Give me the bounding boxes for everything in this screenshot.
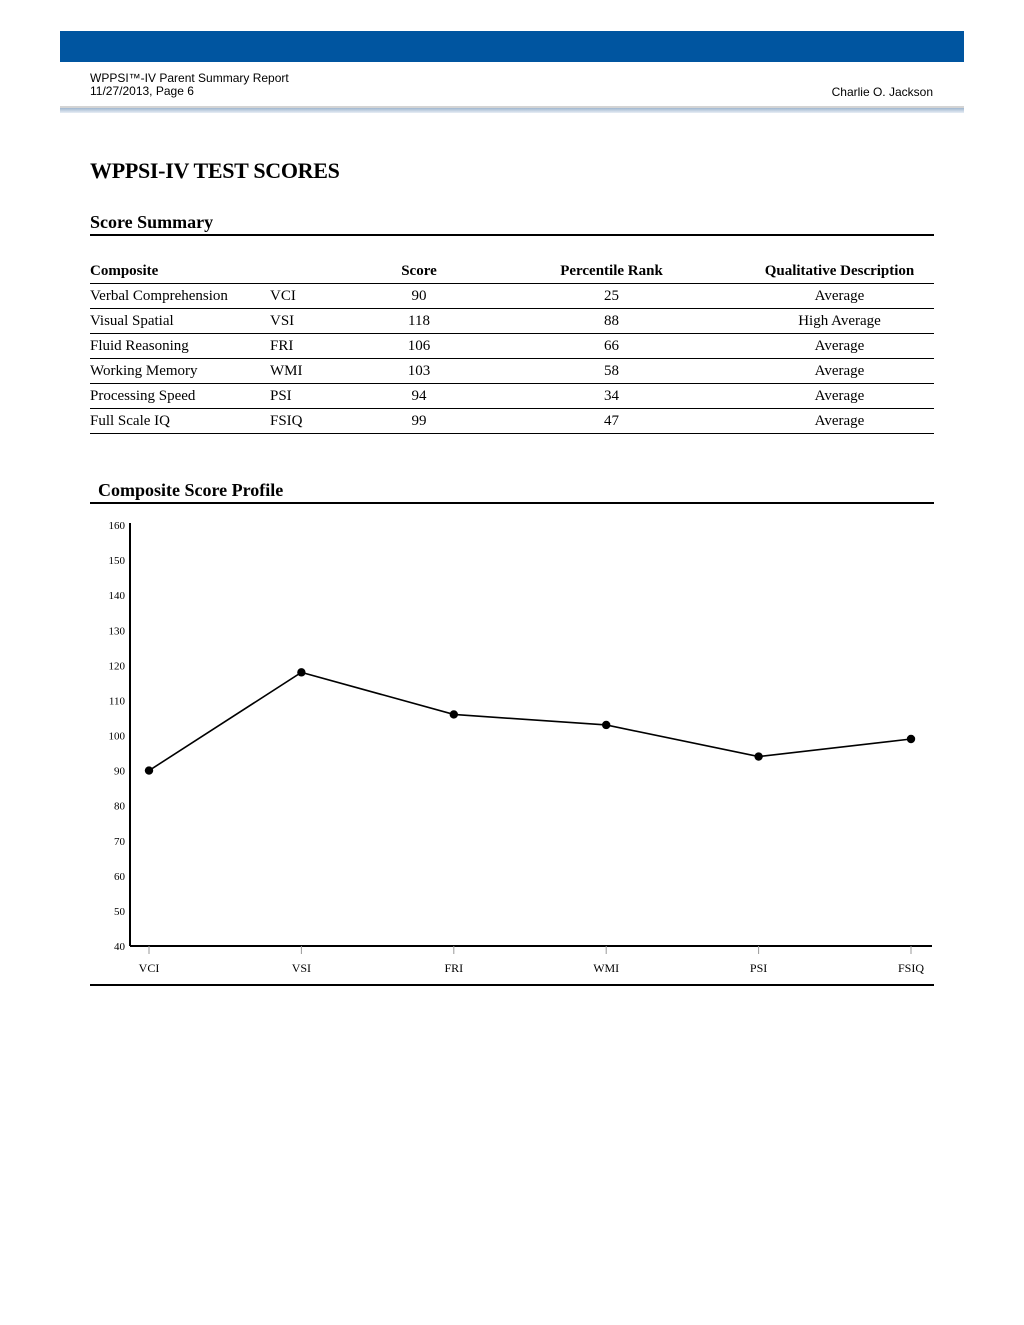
x-tick-label: WMI	[593, 961, 620, 975]
qualitative-description: Average	[745, 334, 934, 359]
header-bar	[60, 31, 964, 62]
col-header-score: Score	[360, 259, 478, 284]
chart-bottom-rule	[90, 984, 934, 986]
qualitative-description: Average	[745, 284, 934, 309]
y-tick-label: 80	[114, 800, 125, 813]
composite-abbr: PSI	[270, 384, 360, 409]
x-tick-label: VSI	[291, 961, 312, 975]
percentile-rank: 58	[478, 359, 745, 384]
data-point	[754, 752, 762, 760]
y-tick-label: 110	[108, 695, 125, 708]
composite-name: Working Memory	[90, 359, 270, 384]
y-tick-label: 60	[114, 870, 125, 883]
composite-name: Fluid Reasoning	[90, 334, 270, 359]
qualitative-description: Average	[745, 384, 934, 409]
composite-score: 99	[360, 409, 478, 434]
y-tick-label: 160	[108, 520, 125, 532]
profile-title: Composite Score Profile	[98, 480, 284, 500]
y-tick-label: 90	[114, 765, 125, 778]
data-point	[907, 735, 915, 743]
page-title: WPPSI-IV TEST SCORES	[90, 158, 340, 183]
col-header-abbr	[270, 259, 360, 284]
percentile-rank: 88	[478, 309, 745, 334]
data-point	[602, 721, 610, 729]
qualitative-description: Average	[745, 409, 934, 434]
composite-name: Visual Spatial	[90, 309, 270, 334]
data-point	[297, 668, 305, 676]
composite-name: Processing Speed	[90, 384, 270, 409]
composite-score: 103	[360, 359, 478, 384]
series-line	[149, 672, 911, 770]
report-title: WPPSI™-IV Parent Summary Report	[90, 71, 289, 85]
score-summary-table	[90, 259, 934, 434]
y-tick-label: 140	[108, 590, 125, 603]
y-tick-label: 150	[108, 555, 125, 568]
header-shadow	[60, 108, 964, 113]
composite-name: Full Scale IQ	[90, 409, 270, 434]
y-tick-label: 50	[114, 905, 125, 918]
composite-score-profile-chart	[90, 515, 934, 980]
x-tick-label: FSIQ	[897, 961, 925, 975]
percentile-rank: 66	[478, 334, 745, 359]
examinee-name: Charlie O. Jackson	[831, 85, 933, 99]
composite-abbr: WMI	[270, 359, 360, 384]
col-header-percentile: Percentile Rank	[478, 259, 745, 284]
report-date-page: 11/27/2013, Page 6	[90, 84, 194, 98]
x-tick-label: FRI	[444, 961, 464, 975]
composite-score: 90	[360, 284, 478, 309]
table-row	[90, 384, 934, 409]
score-summary-title: Score Summary	[90, 212, 214, 232]
data-point	[145, 766, 153, 774]
table-row	[90, 309, 934, 334]
qualitative-description: Average	[745, 359, 934, 384]
score-summary-rule	[90, 234, 934, 236]
col-header-description: Qualitative Description	[745, 259, 934, 284]
composite-abbr: VCI	[270, 284, 360, 309]
composite-name: Verbal Comprehension	[90, 284, 270, 309]
qualitative-description: High Average	[745, 309, 934, 334]
table-header-row	[90, 259, 934, 284]
report-header	[90, 72, 289, 98]
table-row	[90, 409, 934, 434]
percentile-rank: 25	[478, 284, 745, 309]
data-point	[450, 710, 458, 718]
y-tick-label: 70	[114, 835, 125, 848]
percentile-rank: 34	[478, 384, 745, 409]
table-row	[90, 284, 934, 309]
y-tick-label: 100	[108, 730, 125, 743]
x-tick-label: PSI	[749, 961, 768, 975]
composite-score: 118	[360, 309, 478, 334]
composite-abbr: FRI	[270, 334, 360, 359]
profile-rule	[90, 502, 934, 504]
percentile-rank: 47	[478, 409, 745, 434]
composite-score: 106	[360, 334, 478, 359]
composite-abbr: FSIQ	[270, 409, 360, 434]
col-header-composite: Composite	[90, 259, 270, 284]
y-tick-label: 130	[108, 625, 125, 638]
composite-abbr: VSI	[270, 309, 360, 334]
composite-score: 94	[360, 384, 478, 409]
y-tick-label: 120	[108, 660, 125, 673]
y-tick-label: 40	[114, 941, 125, 953]
table-row	[90, 359, 934, 384]
table-row	[90, 334, 934, 359]
x-tick-label: VCI	[138, 961, 160, 975]
